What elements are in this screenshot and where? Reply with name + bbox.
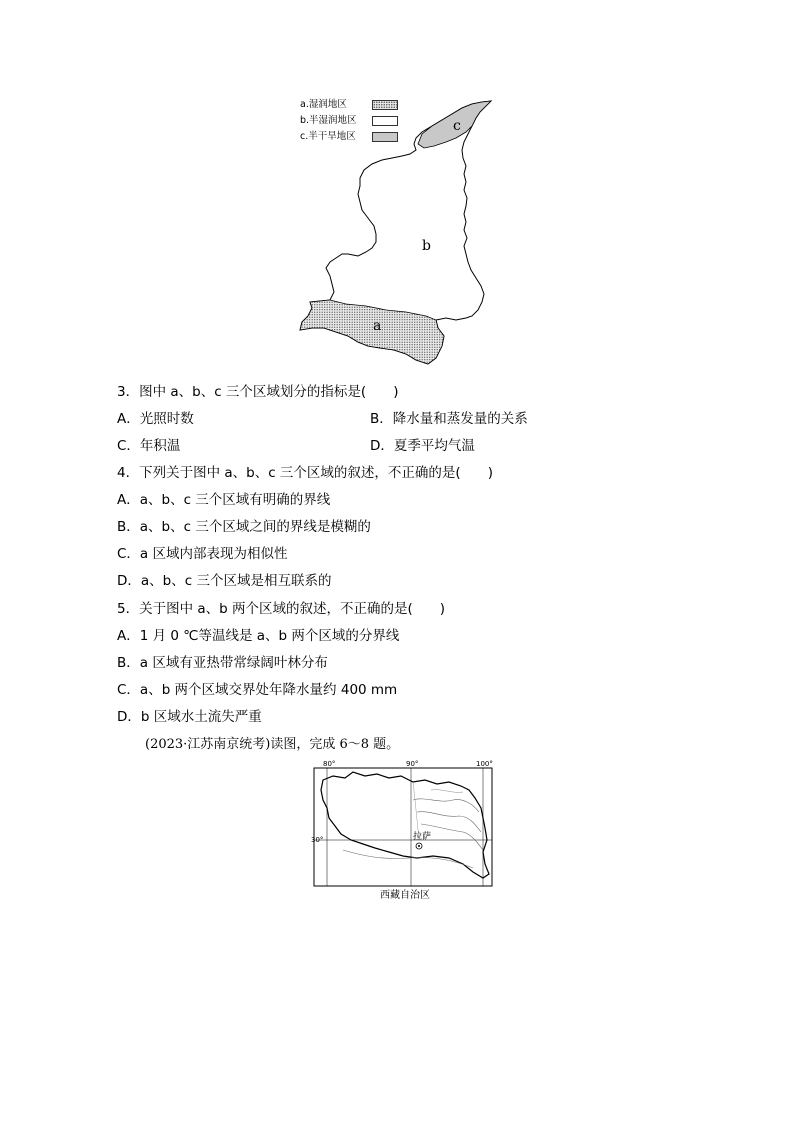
legend-item-c [300,129,398,145]
legend-label: c.半干旱地区 [300,131,356,142]
question-3-option-b: B．降水量和蒸发量的关系 [370,411,528,427]
legend-label: b.半湿润地区 [300,115,357,126]
question-4-option-a: A．a、b、c 三个区域有明确的界线 [117,492,331,508]
map-caption: 西藏自治区 [380,890,430,901]
question-5-option-d: D．b 区域水土流失严重 [117,709,262,725]
map-legend [300,97,398,145]
legend-swatch-gray [372,132,398,142]
tibet-map [313,760,497,888]
question-4-stem: 4．下列关于图中 a、b、c 三个区域的叙述，不正确的是( ) [117,465,493,481]
question-3-stem: 3．图中 a、b、c 三个区域划分的指标是( ) [117,384,399,400]
legend-label: a.湿润地区 [300,99,347,110]
question-5-stem: 5．关于图中 a、b 两个区域的叙述，不正确的是( ) [117,601,446,617]
question-5-option-c: C．a、b 两个区域交界处年降水量约 400 mm [117,682,398,698]
legend-swatch-dotted [372,100,398,110]
city-label-lhasa: 拉萨 [413,832,432,842]
region-b-label: b [422,238,431,254]
question-5-option-a: A．1 月 0 ℃等温线是 a、b 两个区域的分界线 [117,628,400,644]
lon-label-100: 100° [476,760,493,768]
lon-label-90: 90° [406,760,419,768]
lat-label-30: 30° [311,836,324,844]
legend-item-b [300,113,398,129]
question-4-option-b: B．a、b、c 三个区域之间的界线是模糊的 [117,519,371,535]
question-4-option-d: D．a、b、c 三个区域是相互联系的 [117,573,332,589]
question-4-option-c: C．a 区域内部表现为相似性 [117,546,288,562]
intro-text: (2023·江苏南京统考)读图，完成 6～8 题。 [145,737,400,752]
question-3-option-a: A．光照时数 [117,411,194,427]
legend-swatch-white [372,116,398,126]
question-5-option-b: B．a 区域有亚热带常绿阔叶林分布 [117,655,328,671]
region-a-label: a [373,318,382,334]
region-c-label: c [453,118,461,134]
question-3-option-c: C．年积温 [117,438,181,454]
legend-item-a [300,97,398,113]
question-3-option-d: D．夏季平均气温 [370,438,475,454]
lon-label-80: 80° [323,760,336,768]
